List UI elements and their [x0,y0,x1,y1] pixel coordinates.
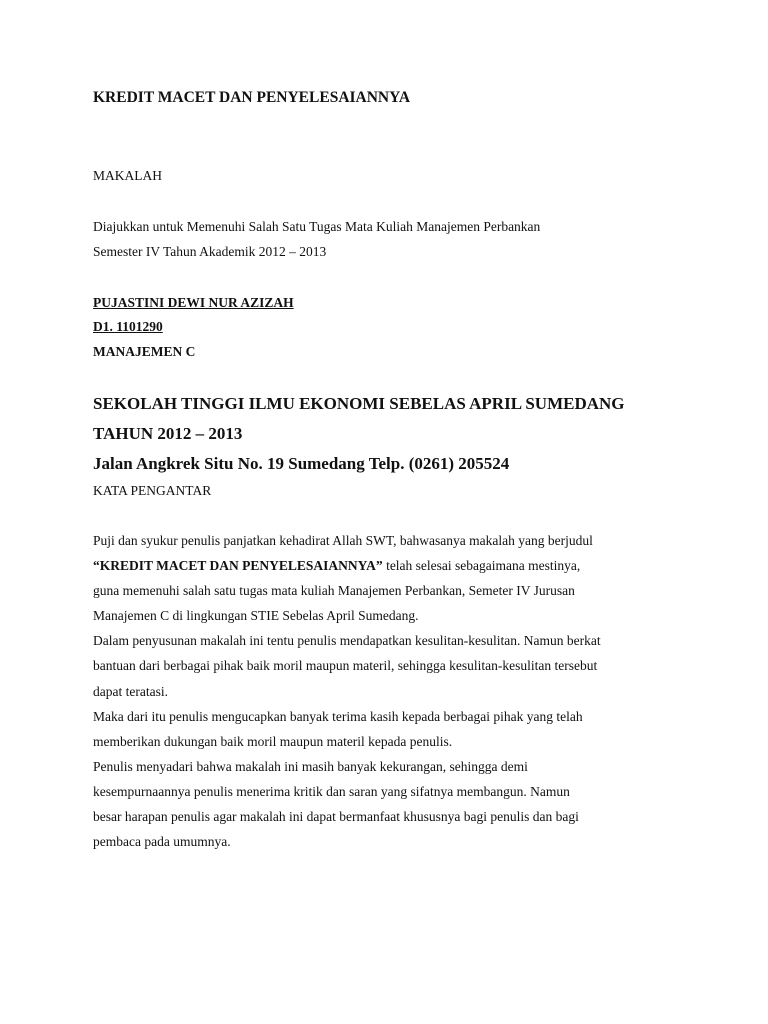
section-heading: KATA PENGANTAR [93,483,212,498]
body-line: Maka dari itu penulis mengucapkan banyak terima kasih kepada berbagai pihak yang telah [93,709,583,724]
author-nim: D1. 1101290 [93,319,163,334]
document-type: MAKALAH [93,168,162,183]
body-line: Manajemen C di lingkungan STIE Sebelas April Sumedang. [93,608,419,623]
author-class: MANAJEMEN C [93,344,196,359]
body-line: dapat teratasi. [93,684,168,699]
quoted-title: “KREDIT MACET DAN PENYELESAIANNYA” [93,558,383,573]
body-line: Penulis menyadari bahwa makalah ini masih banyak kekurangan, sehingga demi [93,759,528,774]
body-line: bantuan dari berbagai pihak baik moril maupun materil, sehingga kesulitan-kesulitan tersebut [93,658,598,673]
author-name: PUJASTINI DEWI NUR AZIZAH [93,295,294,310]
body-line: guna memenuhi salah satu tugas mata kuliah Manajemen Perbankan, Semeter IV Jurusan [93,583,575,598]
institution-year: TAHUN 2012 – 2013 [93,424,243,443]
body-line: Puji dan syukur penulis panjatkan kehadirat Allah SWT, bahwasanya makalah yang berjudul [93,533,593,548]
document-title: KREDIT MACET DAN PENYELESAIANNYA [93,89,411,106]
body-line [93,559,580,573]
body-line: besar harapan penulis agar makalah ini dapat bermanfaat khususnya bagi penulis dan bagi [93,809,579,824]
body-line: memberikan dukungan baik moril maupun materil kepada penulis. [93,734,453,749]
body-line: pembaca pada umumnya. [93,834,231,849]
body-line: kesempurnaannya penulis menerima kritik dan saran yang sifatnya membangun. Namun [93,784,570,799]
institution-name: SEKOLAH TINGGI ILMU EKONOMI SEBELAS APRIL SUMEDANG [93,394,625,413]
body-line-rest: telah selesai sebagaimana mestinya, [382,558,581,573]
purpose-line-2: Semester IV Tahun Akademik 2012 – 2013 [93,244,327,259]
institution-address: Jalan Angkrek Situ No. 19 Sumedang Telp. (0261) 205524 [93,454,510,473]
body-line: Dalam penyusunan makalah ini tentu penulis mendapatkan kesulitan-kesulitan. Namun berkat [93,633,601,648]
purpose-line-1: Diajukkan untuk Memenuhi Salah Satu Tugas Mata Kuliah Manajemen Perbankan [93,219,541,234]
